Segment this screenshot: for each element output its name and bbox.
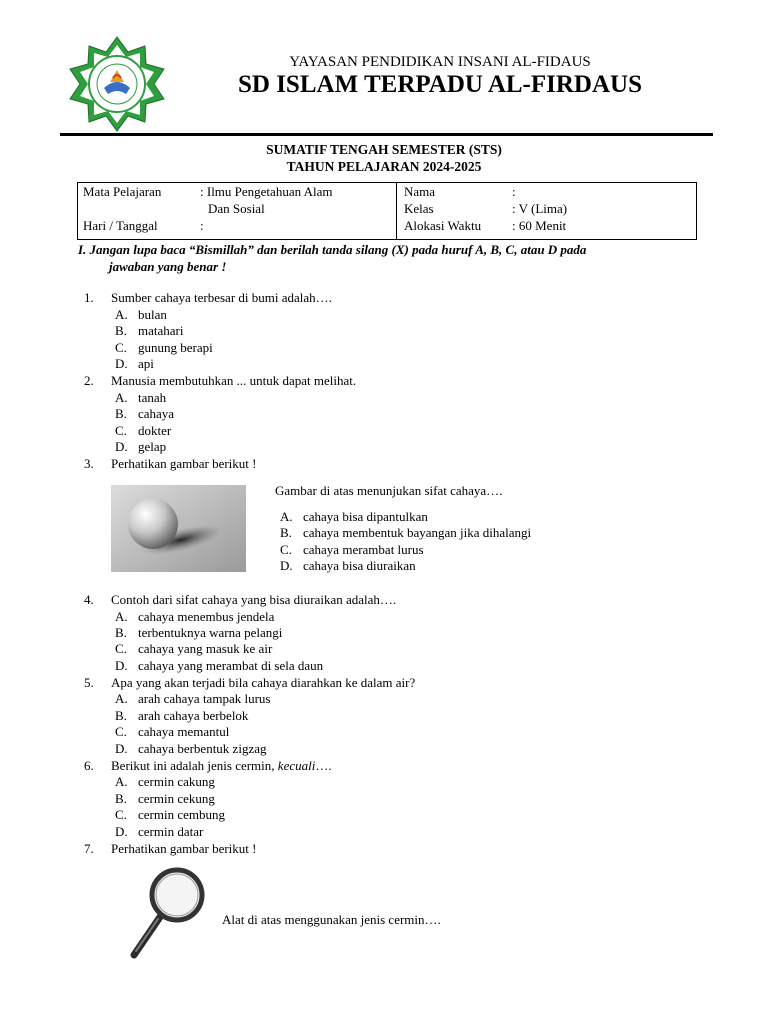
class-label: Kelas	[404, 201, 434, 216]
question-4: 4. Contoh dari sifat cahaya yang bisa diuraikan adalah….	[84, 592, 397, 607]
question-3: 3. Perhatikan gambar berikut !	[84, 456, 257, 471]
option[interactable]: A. tanah	[115, 390, 167, 405]
option[interactable]: D. api	[115, 356, 154, 371]
question-1: 1. Sumber cahaya terbesar di bumi adalah….	[84, 290, 332, 305]
question-7: 7. Perhatikan gambar berikut !	[84, 841, 257, 856]
option[interactable]: C. cahaya yang masuk ke air	[115, 641, 273, 656]
time-label: Alokasi Waktu	[404, 218, 482, 233]
option[interactable]: B. cermin cekung	[115, 791, 215, 806]
organization-name: YAYASAN PENDIDIKAN INSANI AL-FIDAUS	[289, 54, 591, 70]
name-value: :	[512, 184, 516, 199]
option[interactable]: C. cahaya merambat lurus	[280, 542, 424, 557]
question-5: 5. Apa yang akan terjadi bila cahaya diarahkan ke dalam air?	[84, 675, 416, 690]
subject-value-cont: Dan Sosial	[208, 201, 265, 216]
question-2: 2. Manusia membutuhkan ... untuk dapat melihat.	[84, 373, 357, 388]
time-value: : 60 Menit	[512, 218, 567, 233]
option[interactable]: B. matahari	[115, 323, 184, 338]
school-name: SD ISLAM TERPADU AL-FIRDAUS	[238, 71, 642, 98]
class-value: : V (Lima)	[512, 201, 568, 216]
option[interactable]: B. cahaya membentuk bayangan jika dihalangi	[280, 525, 532, 540]
exam-title: SUMATIF TENGAH SEMESTER (STS)	[266, 142, 502, 157]
instruction	[78, 241, 678, 275]
day-label: Hari / Tanggal	[83, 218, 158, 233]
subject-value: : Ilmu Pengetahuan Alam	[200, 184, 333, 199]
academic-year: TAHUN PELAJARAN 2024-2025	[286, 159, 482, 174]
option[interactable]: C. gunung berapi	[115, 340, 213, 355]
option[interactable]: A. bulan	[115, 307, 167, 322]
option[interactable]: B. arah cahaya berbelok	[115, 708, 249, 723]
option[interactable]: D. cahaya berbentuk zigzag	[115, 741, 267, 756]
day-value: :	[200, 218, 204, 233]
question-3-prompt: Gambar di atas menunjukan sifat cahaya….	[275, 483, 503, 498]
option[interactable]: A. arah cahaya tampak lurus	[115, 691, 271, 706]
subject-label: Mata Pelajaran	[83, 184, 162, 199]
exam-title-block	[60, 141, 708, 175]
option[interactable]: D. cahaya bisa diuraikan	[280, 558, 416, 573]
option[interactable]: A. cermin cakung	[115, 774, 215, 789]
ball-shadow-image	[111, 485, 246, 572]
option[interactable]: C. dokter	[115, 423, 172, 438]
option[interactable]: C. cahaya memantul	[115, 724, 230, 739]
school-logo	[66, 36, 168, 132]
instruction-line-2: jawaban yang benar !	[109, 259, 227, 274]
header-divider	[60, 133, 713, 136]
option[interactable]: A. cahaya menembus jendela	[115, 609, 275, 624]
instruction-line-1: I. Jangan lupa baca “Bismillah” dan berilah tanda silang (X) pada huruf A, B, C, atau D pada	[78, 242, 587, 257]
table-divider	[396, 183, 397, 239]
option[interactable]: B. terbentuknya warna pelangi	[115, 625, 283, 640]
magnifying-glass-icon	[122, 865, 212, 961]
question-7-prompt: Alat di atas menggunakan jenis cermin….	[222, 912, 441, 927]
option[interactable]: C. cermin cembung	[115, 807, 225, 822]
option[interactable]: A. cahaya bisa dipantulkan	[280, 509, 428, 524]
option[interactable]: B. cahaya	[115, 406, 175, 421]
exam-info-table	[77, 182, 697, 240]
question-6: 6. Berikut ini adalah jenis cermin, kecuali….	[84, 758, 332, 773]
option[interactable]: D. cahaya yang merambat di sela daun	[115, 658, 324, 673]
name-label: Nama	[404, 184, 436, 199]
option[interactable]: D. gelap	[115, 439, 167, 454]
option[interactable]: D. cermin datar	[115, 824, 204, 839]
